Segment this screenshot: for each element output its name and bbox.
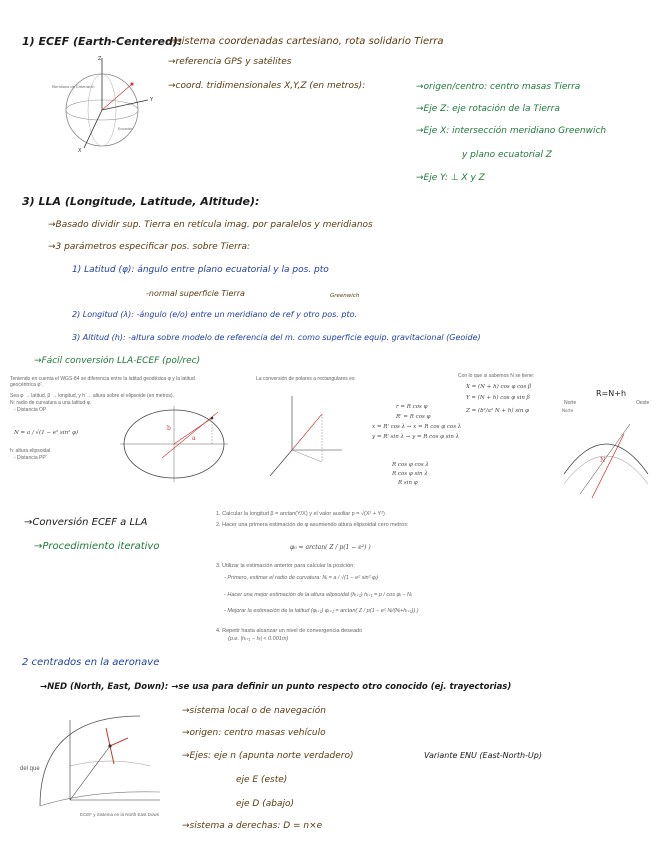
conv-step-1: 1. Calcular la longitud β = arctan(Y/X) y el valor auxiliar p = √(X² + Y²) <box>216 511 385 517</box>
sub-eq-z: Z = (b²/a² N + h) sin φ <box>466 408 529 414</box>
ecef-fig-label-y: Y <box>150 97 154 103</box>
polar-eq-2: R' = R cos φ <box>396 414 431 420</box>
ned-line-2: →origen: centro masas vehículo <box>182 728 326 738</box>
ned-fig-caption: ECEF y Sistema en la North East Down <box>80 812 160 817</box>
ned-line-6: →sistema a derechas: D = n×e <box>182 821 323 831</box>
polar-figure <box>262 390 352 486</box>
matrix-row-3: R sin φ <box>398 480 418 486</box>
ecef-axis-x: →Eje X: intersección meridiano Greenwich <box>416 126 607 136</box>
conv-step-2: 2. Hacer una primera estimación de φ asumiendo altura elipsoidal cero metros: <box>216 522 409 528</box>
conv-step-4: 4. Repetir hasta alcanzar un nivel de convergencia deseado <box>216 628 363 634</box>
ned-title: →NED (North, East, Down): →se usa para definir un punto respecto otro conocido (ej. trayectorias) <box>40 682 512 692</box>
ecef-axis-y: →Eje Y: ⊥ X y Z <box>416 173 485 183</box>
lla-line-2: →3 parámetros especificar pos. sobre Tierra: <box>48 242 251 252</box>
wgs-line-1: Sea φ → latitud, β → longitud, y h → altura sobre el elipsoide (en metros), <box>10 393 174 399</box>
wgs-title: Teniendo en cuenta el WGS-84 se diferencia entre la latitud geodésica φ y la latitud geocéntrica φ'. <box>10 376 195 389</box>
ned-line-5: eje D (abajo) <box>236 799 294 809</box>
sub-title: Con lo que si sabemos N se tiene: <box>458 373 535 379</box>
ecef-globe-figure <box>52 52 164 160</box>
lla-heading: 3) LLA (Longitude, Latitude, Altitude): <box>22 195 260 208</box>
lla-line-1: →Basado dividir sup. Tierra en retícula imag. por paralelos y meridianos <box>48 220 373 230</box>
ned-fig-label: del que <box>20 766 40 772</box>
wgs-line-4: h: altura elipsoidal <box>10 448 51 454</box>
ned-heading: 2 centrados en la aeronave <box>22 657 160 668</box>
svg-text:a: a <box>192 435 196 442</box>
sub-eq-y: Y = (N + h) cos φ sin β <box>466 395 530 401</box>
ecef-origin: →origen/centro: centro masas Tierra <box>416 82 581 92</box>
polar-eq-4: y = R' sin λ → y = R cos φ sin λ <box>372 434 460 440</box>
ecef-heading: 1) ECEF (Earth-Centered): <box>22 35 183 48</box>
lla-longitude: 2) Longitud (λ): -ángulo (e/o) entre un meridiano de ref y otro pos. pto. <box>72 310 358 319</box>
conv-step-3b: - Hacer una mejor estimación de la altura elipsoidal (hᵢ₊₁) hᵢ₊₁ = p / cos φᵢ − Nᵢ <box>224 592 412 598</box>
ned-line-3: →Ejes: eje n (apunta norte verdadero) <box>182 751 354 761</box>
lla-greenwich-note: Greenwich <box>330 293 360 299</box>
svg-text:b: b <box>167 425 171 432</box>
ned-line-4: eje E (este) <box>236 775 288 785</box>
lla-latitude-cont: -normal superficie Tierra <box>146 289 245 298</box>
wgs-line-2: N: radio de curvatura a una latitud φ. <box>10 400 92 406</box>
conv-step-3: 3. Utilizar la estimación anterior para calcular la posición: <box>216 563 355 569</box>
wgs-line-3: - Distancia OP <box>14 407 47 413</box>
lla-latitude: 1) Latitud (φ): ángulo entre plano ecuatorial y la pos. pto <box>72 265 329 275</box>
label-norte-2: Norte <box>564 400 577 406</box>
label-oeste: Oeste <box>636 400 650 406</box>
ecef-axis-x-cont: y plano ecuatorial Z <box>462 150 552 160</box>
matrix-row-2: R cos φ sin λ <box>392 471 428 477</box>
ecef-line-2: →referencia GPS y satélites <box>168 57 292 67</box>
ecef-fig-eq: Ecuador <box>118 127 133 131</box>
matrix-row-1: R cos φ cos λ <box>392 462 429 468</box>
r-n-h-label: R=N+h <box>596 389 627 398</box>
conv-step-3c: - Mejorar la estimación de la latitud (φᵢ₊₁) φᵢ₊₁ = arctan( Z / p(1 − e² Nᵢ/(Nᵢ+hᵢ₊₁)) ) <box>224 608 419 614</box>
ecef-fig-label-x: X <box>78 148 82 154</box>
svg-text:N: N <box>600 457 606 464</box>
ned-line-1: →sistema local o de navegación <box>182 706 326 716</box>
ecef-line-3: →coord. tridimensionales X,Y,Z (en metros): <box>168 81 366 91</box>
geoid-label-norte: Norte <box>562 408 574 413</box>
ellipse-latitude-figure <box>114 392 234 492</box>
conv-step-3a: - Primero, estimar el radio de curvatura: Nᵢ = a / √(1 − e² sin² φᵢ) <box>224 575 379 581</box>
conv-step-4-note: (p.e. |hᵢ₊₁ − hᵢ| < 0.001m) <box>228 636 289 642</box>
ned-figure <box>30 706 170 816</box>
wgs-line-5: - Distancia PP' <box>14 455 47 461</box>
lla-altitude: 3) Altitud (h): -altura sobre modelo de referencia del m. como superficie equip. gravitacional (Geoide) <box>72 333 481 342</box>
polar-title: La conversión de polares a rectangulares es: <box>256 376 356 382</box>
polar-eq-1: r = R cos φ <box>396 404 428 410</box>
n-formula: N = a / √(1 − e² sin² φ) <box>14 430 79 436</box>
ecef-axis-z: →Eje Z: eje rotación de la Tierra <box>416 104 560 114</box>
ecef-fig-caption: Meridiano de Greenwich <box>52 85 95 89</box>
conv-step-2-formula: φ₀ = arctan( Z / p(1 − e²) ) <box>290 544 371 551</box>
sub-eq-x: X = (N + h) cos φ cos β <box>466 384 532 390</box>
lla-conversion: →Fácil conversión LLA-ECEF (pol/rec) <box>34 356 201 366</box>
ecef-line-1: →sistema coordenadas cartesiano, rota solidario Tierra <box>168 36 444 47</box>
conv-subheading: →Procedimiento iterativo <box>34 541 160 552</box>
geoid-normal-figure <box>560 404 652 500</box>
ned-variant: Variante ENU (East-North-Up) <box>424 751 542 760</box>
ecef-fig-label-z: Z <box>98 56 102 62</box>
polar-eq-3: x = R' cos λ → x = R cos φ cos λ <box>372 424 462 430</box>
conv-heading: →Conversión ECEF a LLA <box>24 517 148 528</box>
